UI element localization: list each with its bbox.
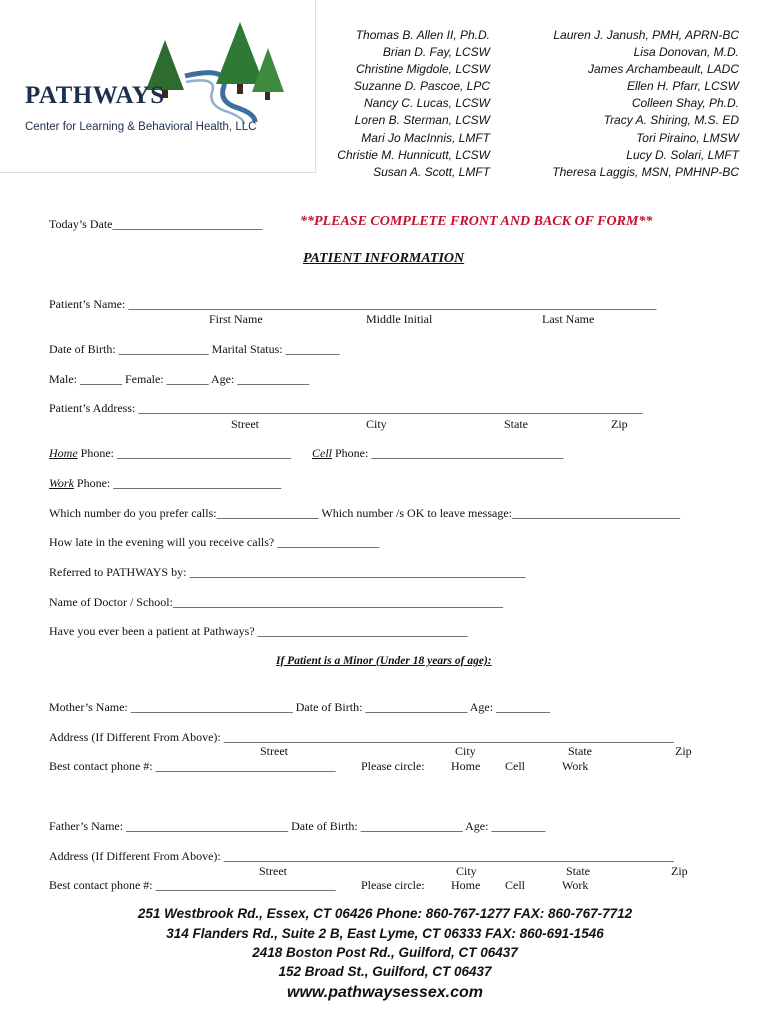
father-home-option[interactable]: Home	[451, 878, 481, 892]
logo-tagline: Center for Learning & Behavioral Health, LLC	[25, 121, 257, 133]
mother-circle-label: Please circle:	[361, 759, 425, 773]
cell-phone-blank: Phone: ________________________________	[332, 446, 564, 460]
father-circle-label: Please circle:	[361, 878, 425, 892]
street-caption: Street	[231, 417, 259, 431]
logo-block	[0, 0, 316, 173]
patient-name-field[interactable]: Patient’s Name: ________________________________________________________________________________________	[49, 297, 657, 311]
father-state-caption: State	[566, 864, 590, 878]
complete-form-notice: **PLEASE COMPLETE FRONT AND BACK OF FORM**	[300, 214, 653, 229]
father-street-caption: Street	[259, 864, 287, 878]
staff-name: Susan A. Scott, LMFT	[373, 164, 490, 179]
dob-marital-field[interactable]: Date of Birth: _______________ Marital Status: _________	[49, 342, 340, 356]
footer-address-essex: 251 Westbrook Rd., Essex, CT 06426 Phone: 860-767-1277 FAX: 860-767-7712	[137, 906, 633, 921]
last-name-caption: Last Name	[542, 312, 595, 326]
work-label: Work	[49, 476, 74, 490]
staff-name: Brian D. Fay, LCSW	[382, 45, 490, 60]
patient-address-field[interactable]: Patient’s Address: ____________________________________________________________________________________	[49, 401, 643, 415]
late-calls-field[interactable]: How late in the evening will you receive calls? _________________	[49, 535, 380, 549]
mother-zip-caption: Zip	[675, 744, 692, 758]
referred-by-field[interactable]: Referred to PATHWAYS by: ________________________________________________________	[49, 565, 526, 579]
mother-address-field[interactable]: Address (If Different From Above): ___________________________________________________________________________	[49, 730, 674, 744]
section-title: PATIENT INFORMATION	[303, 251, 465, 266]
sex-age-field[interactable]: Male: _______ Female: _______ Age: ____________	[49, 372, 310, 386]
staff-list-left	[337, 27, 490, 181]
staff-name: Nancy C. Lucas, LCSW	[363, 96, 490, 111]
father-zip-caption: Zip	[671, 864, 688, 878]
mother-work-option[interactable]: Work	[562, 759, 589, 773]
staff-name: Lisa Donovan, M.D.	[633, 45, 739, 60]
father-name-field[interactable]: Father’s Name: ___________________________ Date of Birth: _________________ Age: _________	[49, 819, 546, 833]
previous-patient-field[interactable]: Have you ever been a patient at Pathways? ___________________________________	[49, 624, 468, 638]
home-phone-field[interactable]	[49, 446, 291, 461]
mother-cell-option[interactable]: Cell	[505, 759, 525, 773]
staff-name: Loren B. Sterman, LCSW	[354, 113, 490, 128]
mother-street-caption: Street	[260, 744, 288, 758]
staff-name: Thomas B. Allen II, Ph.D.	[355, 28, 490, 42]
home-label: Home	[49, 446, 78, 460]
footer-address-guilford-2: 152 Broad St., Guilford, CT 06437	[278, 964, 492, 979]
work-phone-field[interactable]	[49, 476, 281, 491]
first-name-caption: First Name	[209, 312, 263, 326]
staff-name: Tracy A. Shiring, M.S. ED	[603, 113, 739, 128]
footer-website-link[interactable]: www.pathwaysessex.com	[287, 984, 483, 1001]
staff-name: Mari Jo MacInnis, LMFT	[361, 130, 490, 145]
staff-name: Christie M. Hunnicutt, LCSW	[337, 147, 490, 162]
state-caption: State	[504, 417, 528, 431]
mother-phone-field[interactable]: Best contact phone #: ______________________________	[49, 759, 336, 773]
staff-name: Tori Piraino, LMSW	[636, 130, 739, 145]
cell-phone-field[interactable]	[312, 446, 563, 461]
middle-initial-caption: Middle Initial	[366, 312, 433, 326]
zip-caption: Zip	[611, 417, 628, 431]
footer-address-guilford-1: 2418 Boston Post Rd., Guilford, CT 06437	[252, 945, 518, 960]
father-address-field[interactable]: Address (If Different From Above): ___________________________________________________________________________	[49, 849, 674, 863]
city-caption: City	[366, 417, 387, 431]
staff-name: Christine Migdole, LCSW	[355, 62, 490, 77]
minor-heading: If Patient is a Minor (Under 18 years of age):	[276, 655, 492, 667]
work-phone-blank: Phone: ____________________________	[73, 476, 282, 490]
staff-name: James Archambeault, LADC	[588, 62, 739, 77]
staff-name: Theresa Laggis, MSN, PMHNP-BC	[552, 164, 739, 179]
doctor-school-field[interactable]: Name of Doctor / School:_______________________________________________________	[49, 595, 503, 609]
staff-list-right	[552, 27, 739, 181]
todays-date-field[interactable]: Today’s Date_________________________	[49, 217, 263, 231]
mother-state-caption: State	[568, 744, 592, 758]
mother-name-field[interactable]: Mother’s Name: ___________________________ Date of Birth: _________________ Age: _________	[49, 700, 551, 714]
staff-name: Ellen H. Pfarr, LCSW	[626, 79, 739, 94]
father-city-caption: City	[456, 864, 477, 878]
father-phone-field[interactable]: Best contact phone #: ______________________________	[49, 878, 336, 892]
staff-name: Suzanne D. Pascoe, LPC	[353, 79, 490, 94]
father-work-option[interactable]: Work	[562, 878, 589, 892]
footer-address-east-lyme: 314 Flanders Rd., Suite 2 B, East Lyme, CT 06333 FAX: 860-691-1546	[166, 926, 604, 941]
staff-name: Colleen Shay, Ph.D.	[631, 96, 739, 111]
mother-city-caption: City	[455, 744, 476, 758]
preferred-number-field[interactable]: Which number do you prefer calls:_________________ Which number /s OK to leave message:____________________________	[49, 506, 681, 520]
father-cell-option[interactable]: Cell	[505, 878, 525, 892]
staff-name: Lucy D. Solari, LMFT	[626, 147, 739, 162]
logo-name: PATHWAYS	[25, 82, 165, 109]
home-phone-blank: Phone: _____________________________	[77, 446, 292, 460]
mother-home-option[interactable]: Home	[451, 759, 481, 773]
cell-label: Cell	[312, 446, 332, 460]
staff-name: Lauren J. Janush, PMH, APRN-BC	[553, 28, 739, 42]
